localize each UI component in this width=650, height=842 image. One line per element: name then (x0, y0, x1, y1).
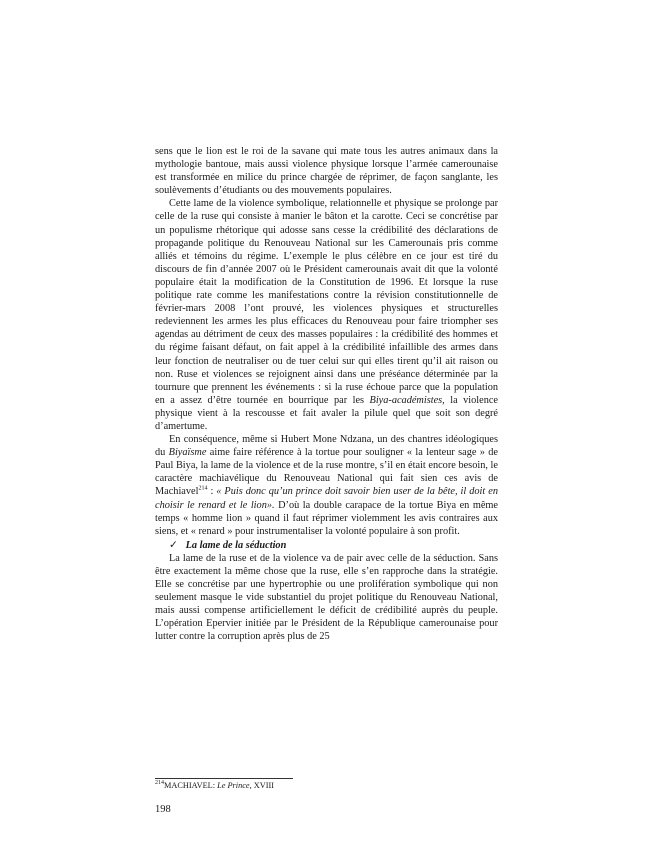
footnote (155, 781, 274, 791)
paragraph-3-middle: aime faire référence à la tortue pour souligner « la lenteur sage » de Paul Biya, la lame de la violence et de la ruse montre, s’il en était encore besoin, le caractère machiavélique du Renouveau National qui fait sien ces avis de Machiavel (155, 447, 499, 498)
paragraph-2-end: la violence physique vient à la rescousse et fait avaler la pilule quel que soit son degré d’amertume. (155, 394, 499, 432)
biya-academistes-term: Biya-académistes, (369, 394, 445, 406)
paragraph-1: sens que le lion est le roi de la savane qui mate tous les autres animaux dans la mythologie bantoue, mais aussi violence physique lorsque l’armée camerounaise est transformée en milice du prince chargée de réprimer, de façon sanglante, les soulèvements d’étudiants ou des mouvements populaires. (155, 146, 498, 197)
page-body (155, 145, 498, 644)
colon: : (207, 486, 217, 498)
footnote-author: MACHIAVEL: (164, 781, 218, 790)
paragraph-3-end: D’où la double carapace de la tortue Biya en même temps « homme lion » quand il faut réprimer violemment les avis contraires aux siens, et « renard » pour instrumentaliser la volonté populaire à son profit. (155, 499, 499, 537)
footnote-number: 214 (155, 780, 164, 787)
footnote-ref: 214 (198, 486, 208, 493)
footnote-ref-text: XVIII (251, 781, 275, 790)
footnote-divider (155, 778, 293, 779)
paragraph-3 (155, 433, 498, 538)
check-icon: ✓ (169, 539, 178, 551)
paragraph-2-text: Cette lame de la violence symbolique, relationnelle et physique se prolonge par celle de la ruse qui consiste à manier le bâton et la carotte. Ceci se concrétise par un populisme rhétorique qui adosse sans cesse la crédibilité des déclarations de propagande politique du Renouveau National sur les Camerounais pris comme alliés et témoins du régime. L’exemple le plus célèbre en ce jour est tiré du discours de fin d’année 2007 où le Président camerounais avait dit que la volonté populaire était la modification de la Constitution de 1996. Et lorsque la ruse politique rate comme les manifestations contre la révision constitutionnelle de février-mars 2008 l’ont prouvé, les violences physiques et structurelles redeviennent les armes les plus efficaces du Renouveau pour faire triompher ses agendas au détriment de ceux des masses populaires : la crédibilité des hommes et du régime faisant défaut, on fait appel à la crédibilité infaillible des armes dans leur fonction de neutraliser ou de tuer celui sur qui elles tirent qu’il ait raison ou non. Ruse et violences se rejoignent ainsi dans une préséance déterminée par la tournure que prennent les événements : si la ruse échoue parce que la population en a assez d’être tournée en bourrique par les (155, 198, 498, 406)
paragraph-2 (155, 197, 498, 433)
section-heading (155, 539, 498, 552)
biyaisme-term: Biyaïsme (168, 447, 207, 459)
paragraph-3-text: En conséquence, même si Hubert Mone Ndzana, un des chantres idéologiques du (155, 434, 498, 459)
footnote-title: Le Prince, (217, 781, 252, 790)
machiavel-quote: « Puis donc qu’un prince doit savoir bien user de la bête, il doit en choisir le renard et le lion». (155, 486, 498, 511)
paragraph-4: La lame de la ruse et de la violence va de pair avec celle de la séduction. Sans être exactement la même chose que la ruse, elle s’en rapproche dans la stratégie. Elle se concrétise par une hypertrophie ou une prolifération symbolique qui non seulement masque le vide substantiel du projet politique du Renouveau National, mais aussi compense artificiellement le déficit de crédibilité auprès du peuple. L’opération Epervier initiée par le Président de la République camerounaise pour lutter contre la corruption après plus de 25 (155, 552, 498, 643)
section-heading-label: La lame de la séduction (185, 539, 287, 551)
page-number: 198 (155, 804, 171, 815)
